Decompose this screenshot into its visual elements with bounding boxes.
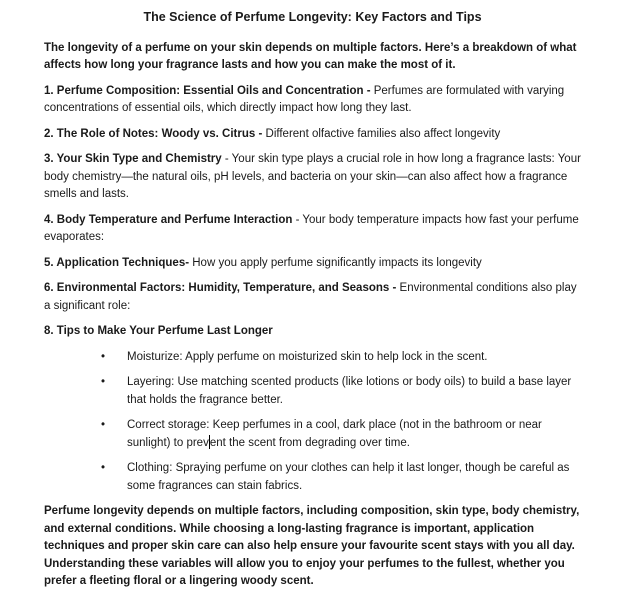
section-paragraph-1[interactable] [44, 83, 581, 118]
intro-paragraph[interactable]: The longevity of a perfume on your skin depends on multiple factors. Here’s a breakdown of what affects how long your fragrance lasts and how you can make the most of it. [44, 41, 577, 71]
bullet-icon: • [101, 376, 106, 388]
tip-text-before-caret: Correct storage: Keep perfumes in a cool, dark place (not in the bathroom or near sunlight) to prev [127, 419, 542, 449]
section-heading: 8. Tips to Make Your Perfume Last Longer [44, 325, 273, 337]
bullet-icon: • [101, 350, 106, 363]
tips-list [44, 349, 581, 496]
section-heading: 6. Environmental Factors: Humidity, Temperature, and Seasons - [44, 282, 397, 294]
section-paragraph-2[interactable] [44, 126, 581, 144]
document-title[interactable]: The Science of Perfume Longevity: Key Factors and Tips [143, 10, 482, 24]
section-body: Different olfactive families also affect longevity [262, 127, 501, 140]
section-paragraph-4[interactable] [44, 212, 581, 247]
section-body: Environmental conditions also play a significant role: [44, 282, 577, 312]
section-paragraph-8[interactable] [44, 323, 581, 341]
section-paragraph-3[interactable] [44, 151, 581, 204]
section-paragraph-5[interactable] [44, 255, 581, 273]
conclusion-paragraph[interactable]: Perfume longevity depends on multiple factors, including composition, skin type, body chemistry, and external conditions. While choosing a long-lasting fragrance is important, application techniques and proper skin care can also help ensure your favourite scent stays with you all day. Understanding these variables will allow you to enjoy your perfumes to the fullest, whether you prefer a fleeting floral or a lingering woody scent. [44, 505, 580, 587]
section-body: How you apply perfume significantly impacts its longevity [189, 256, 482, 269]
bullet-icon: • [101, 462, 106, 474]
section-heading: 1. Perfume Composition: Essential Oils and Concentration - [44, 84, 371, 97]
bullet-icon: • [101, 419, 106, 431]
section-heading: 2. The Role of Notes: Woody vs. Citrus - [44, 127, 263, 140]
section-body: Perfumes are formulated with varying concentrations of essential oils, which directly impact how long they last. [44, 84, 565, 114]
section-heading: 3. Your Skin Type and Chemistry [44, 153, 222, 165]
section-heading: 4. Body Temperature and Perfume Interaction [44, 213, 293, 226]
list-item-correct-storage[interactable] [44, 417, 581, 452]
list-item-moisturize[interactable] [44, 349, 581, 367]
tip-text: Clothing: Spraying perfume on your clothes can help it last longer, though be careful as some fragrances can stain fabrics. [127, 462, 570, 492]
section-paragraph-6[interactable] [44, 280, 581, 315]
section-heading: 5. Application Techniques- [44, 256, 190, 269]
section-body: - Your skin type plays a crucial role in how long a fragrance lasts: Your body chemistry—the natural oils, pH levels, and bacteria on your skin—can also affect how a fragrance smells and lasts. [44, 153, 581, 200]
tip-text: Layering: Use matching scented products (like lotions or body oils) to build a base layer that holds the fragrance better. [127, 376, 572, 406]
tip-text: Moisturize: Apply perfume on moisturized skin to help lock in the scent. [127, 350, 488, 363]
list-item-layering[interactable] [44, 374, 581, 409]
list-item-clothing[interactable] [44, 460, 581, 495]
tip-text-after-caret: ent the scent from degrading over time. [209, 436, 410, 449]
section-body: - Your body temperature impacts how fast your perfume evaporates: [44, 213, 579, 243]
